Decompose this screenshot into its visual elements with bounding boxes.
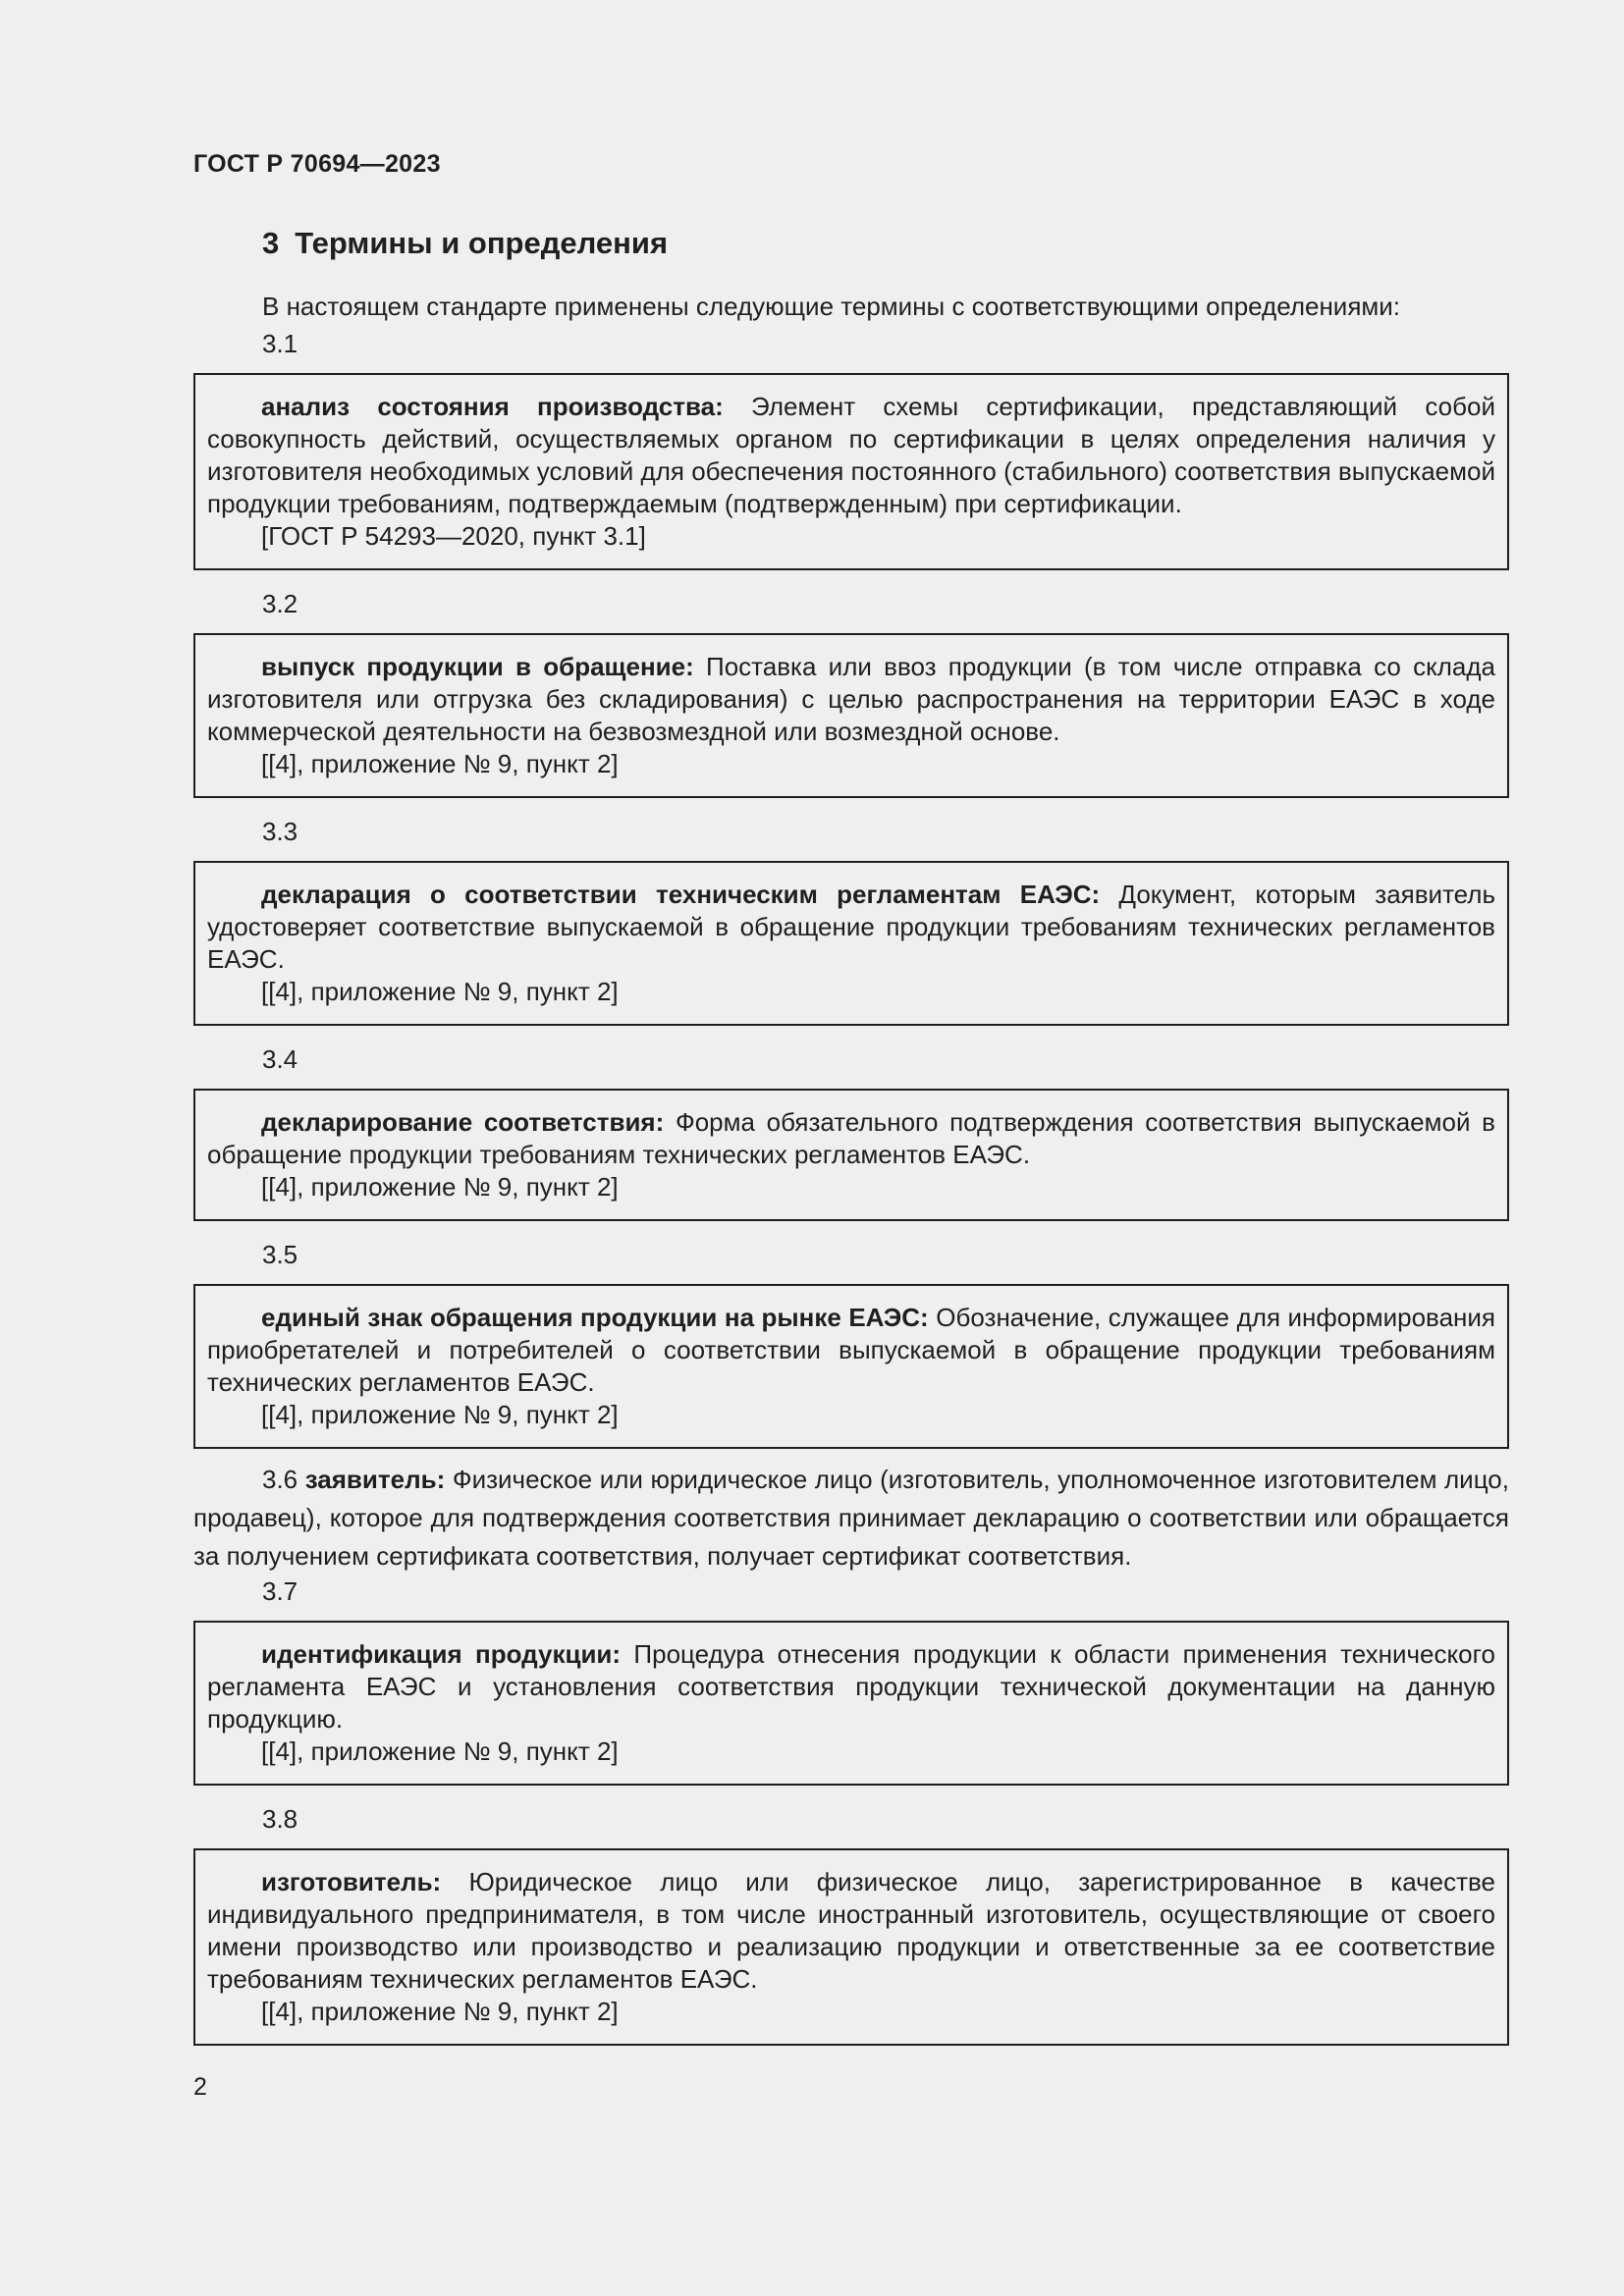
term-definition-box [193, 373, 1509, 570]
inline-term-paragraph [193, 1461, 1509, 1575]
intro-paragraph: В настоящем стандарте применены следующие термины с соответствующими определениями: [262, 292, 1401, 321]
term-definition [207, 879, 1495, 976]
term-definition-text: Элемент схемы сертификации, представляющий собой совокупность действий, осуществляемых органом по сертификации в целях определения наличия у изготовителя необходимых условий для обеспечения постоянного (стабильного) соответствия выпускаемой продукции требованиям, подтверждаемым (подтвержденным) при сертификации. [207, 392, 1495, 518]
term-definition-text: Документ, которым заявитель удостоверяет соответствие выпускаемой в обращение продукции требованиям технических регламентов ЕАЭС. [207, 880, 1495, 974]
term-name: выпуск продукции в обращение: [261, 652, 694, 681]
term-name: декларация о соответствии техническим регламентам ЕАЭС: [261, 880, 1101, 909]
term-number: 3.6 [262, 1465, 298, 1494]
term-definition-text: Физическое или юридическое лицо (изготовитель, уполномоченное изготовителем лицо, продавец), которое для подтверждения соответствия принимает декларацию о соответствии или обращается за получением сертификата соответствия, получает сертификат соответствия. [193, 1465, 1509, 1571]
term-definition [207, 651, 1495, 748]
page-number: 2 [193, 2073, 207, 2101]
term-definition-text: Юридическое лицо или физическое лицо, зарегистрированное в качестве индивидуального предпринимателя, в том числе иностранный изготовитель, осуществляющие от своего имени производство или производство и реализацию продукции и ответственные за ее соответствие требованиям технических регламентов ЕАЭС. [207, 1867, 1495, 1994]
term-source: [[4], приложение № 9, пункт 2] [261, 1736, 619, 1766]
term-source: [[4], приложение № 9, пункт 2] [261, 1172, 619, 1201]
term-name: декларирование соответствия: [261, 1107, 665, 1137]
term-number: 3.2 [262, 589, 298, 618]
term-definition-text: Процедура отнесения продукции к области применения технического регламента ЕАЭС и установления соответствия продукции технической документации на данную продукцию. [207, 1639, 1495, 1734]
section-title-text: Термины и определения [295, 226, 669, 260]
term-definition-text: Обозначение, служащее для информирования приобретателей и потребителей о соответствии выпускаемой в обращение продукции требованиям технических регламентов ЕАЭС. [207, 1303, 1495, 1397]
section-number: 3 [262, 226, 280, 260]
term-name: единый знак обращения продукции на рынке ЕАЭС: [261, 1303, 929, 1332]
term-number: 3.7 [262, 1576, 298, 1606]
term-definition [207, 1106, 1495, 1171]
term-definition-text: Форма обязательного подтверждения соответствия выпускаемой в обращение продукции требованиям технических регламентов ЕАЭС. [207, 1107, 1495, 1169]
term-definition-text: Поставка или ввоз продукции (в том числе отправка со склада изготовителя или отгрузка без складирования) с целью распространения на территории ЕАЭС в ходе коммерческой деятельности на безвозмездной или возмездной основе. [207, 652, 1495, 746]
term-number: 3.4 [262, 1044, 298, 1074]
term-definition-box [193, 1621, 1509, 1786]
term-name: изготовитель: [261, 1867, 442, 1896]
term-definition [207, 1866, 1495, 1996]
term-number: 3.8 [262, 1804, 298, 1834]
term-source: [[4], приложение № 9, пункт 2] [261, 749, 619, 778]
term-definition [207, 1302, 1495, 1399]
term-definition-box [193, 1284, 1509, 1449]
term-definition-box [193, 1089, 1509, 1221]
section-title [262, 224, 1509, 263]
term-number: 3.1 [262, 329, 298, 358]
term-name: заявитель: [304, 1465, 446, 1494]
term-name: анализ состояния производства: [261, 392, 724, 421]
term-number: 3.5 [262, 1240, 298, 1269]
term-definition-box [193, 633, 1509, 798]
term-source: [ГОСТ Р 54293—2020, пункт 3.1] [261, 521, 646, 551]
term-definition-box [193, 1848, 1509, 2046]
term-definition [207, 391, 1495, 520]
document-page [193, 147, 1509, 2046]
term-definition-box [193, 861, 1509, 1026]
term-source: [[4], приложение № 9, пункт 2] [261, 977, 619, 1006]
term-number: 3.3 [262, 817, 298, 846]
term-source: [[4], приложение № 9, пункт 2] [261, 1400, 619, 1429]
term-definition [207, 1638, 1495, 1735]
term-source: [[4], приложение № 9, пункт 2] [261, 1997, 619, 2026]
term-name: идентификация продукции: [261, 1639, 622, 1669]
document-id-header: ГОСТ Р 70694—2023 [193, 150, 441, 178]
